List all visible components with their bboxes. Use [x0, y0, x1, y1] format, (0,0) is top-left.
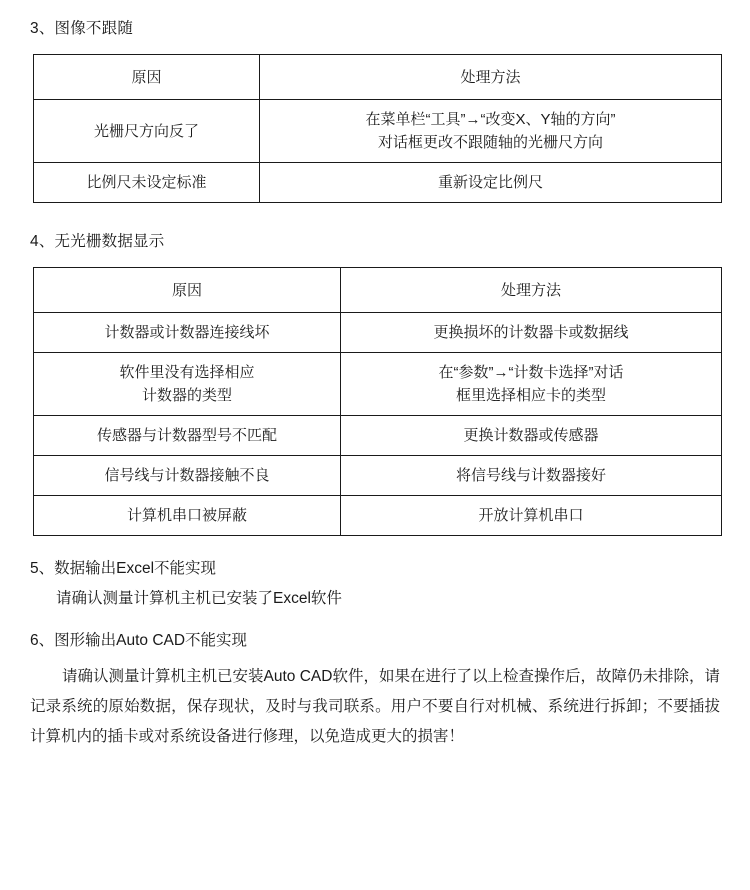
item-detail-5: 请确认测量计算机主机已安装了Excel软件	[56, 590, 342, 607]
table-row	[34, 496, 722, 536]
cell-cause	[34, 416, 341, 456]
cell-line: 软件里没有选择相应	[119, 364, 255, 381]
cell-method	[341, 496, 722, 536]
column-header-cause: 原因	[34, 268, 341, 313]
cell-line: 更换计数器或传感器	[463, 427, 599, 444]
cell-line: 比例尺未设定标准	[86, 174, 207, 191]
cell-line: 框里选择相应卡的类型	[455, 387, 606, 404]
cell-method	[341, 416, 722, 456]
table-header-row	[34, 268, 722, 313]
cell-cause	[34, 353, 341, 416]
table-row	[34, 456, 722, 496]
cell-cause	[34, 163, 260, 203]
cell-method	[260, 163, 722, 203]
cell-line: 将信号线与计数器接好	[455, 467, 606, 484]
cell-line: 在菜单栏“工具”→“改变X、Y轴的方向”	[365, 111, 616, 128]
cell-line: 更换损坏的计数器卡或数据线	[433, 324, 629, 341]
table-header-row	[34, 55, 722, 100]
cell-cause	[34, 456, 341, 496]
cell-line: 在“参数”→“计数卡选择”对话	[438, 364, 624, 381]
troubleshoot-table-4	[33, 267, 722, 536]
cell-cause	[34, 496, 341, 536]
cell-line: 传感器与计数器型号不匹配	[96, 427, 277, 444]
cell-line: 计数器或计数器连接线坏	[104, 324, 270, 341]
cell-line: 对话框更改不跟随轴的光栅尺方向	[377, 134, 603, 151]
cell-cause	[34, 100, 260, 163]
troubleshoot-table-3	[33, 54, 722, 203]
cell-method	[260, 100, 722, 163]
cell-line: 计数器的类型	[141, 387, 232, 404]
column-header-cause: 原因	[34, 55, 260, 100]
column-header-method: 处理方法	[341, 268, 722, 313]
cell-method	[341, 313, 722, 353]
table-row	[34, 313, 722, 353]
table-row	[34, 353, 722, 416]
item-heading-6: 6、图形输出Auto CAD不能实现	[30, 632, 248, 649]
table-row	[34, 416, 722, 456]
item-paragraph-6: 请确认测量计算机主机已安装Auto CAD软件，如果在进行了以上检查操作后，故障仍未排除，请记录系统的原始数据，保存现状，及时与我司联系。用户不要自行对机械、系统进行拆卸；不要插拔计算机内的插卡或对系统设备进行修理，以免造成更大的损害！	[30, 668, 720, 745]
item-heading-5: 5、数据输出Excel不能实现	[30, 560, 217, 577]
cell-method	[341, 456, 722, 496]
cell-line: 开放计算机串口	[478, 507, 584, 524]
table-row	[34, 163, 722, 203]
section-heading-4: 4、无光栅数据显示	[30, 233, 165, 250]
cell-line: 重新设定比例尺	[437, 174, 543, 191]
table-row	[34, 100, 722, 163]
cell-method	[341, 353, 722, 416]
cell-line: 光栅尺方向反了	[93, 122, 199, 140]
column-header-method: 处理方法	[260, 55, 722, 100]
section-heading-3: 3、图像不跟随	[30, 20, 134, 37]
cell-line: 计算机串口被屏蔽	[126, 507, 247, 524]
cell-line: 信号线与计数器接触不良	[104, 467, 270, 484]
cell-cause	[34, 313, 341, 353]
